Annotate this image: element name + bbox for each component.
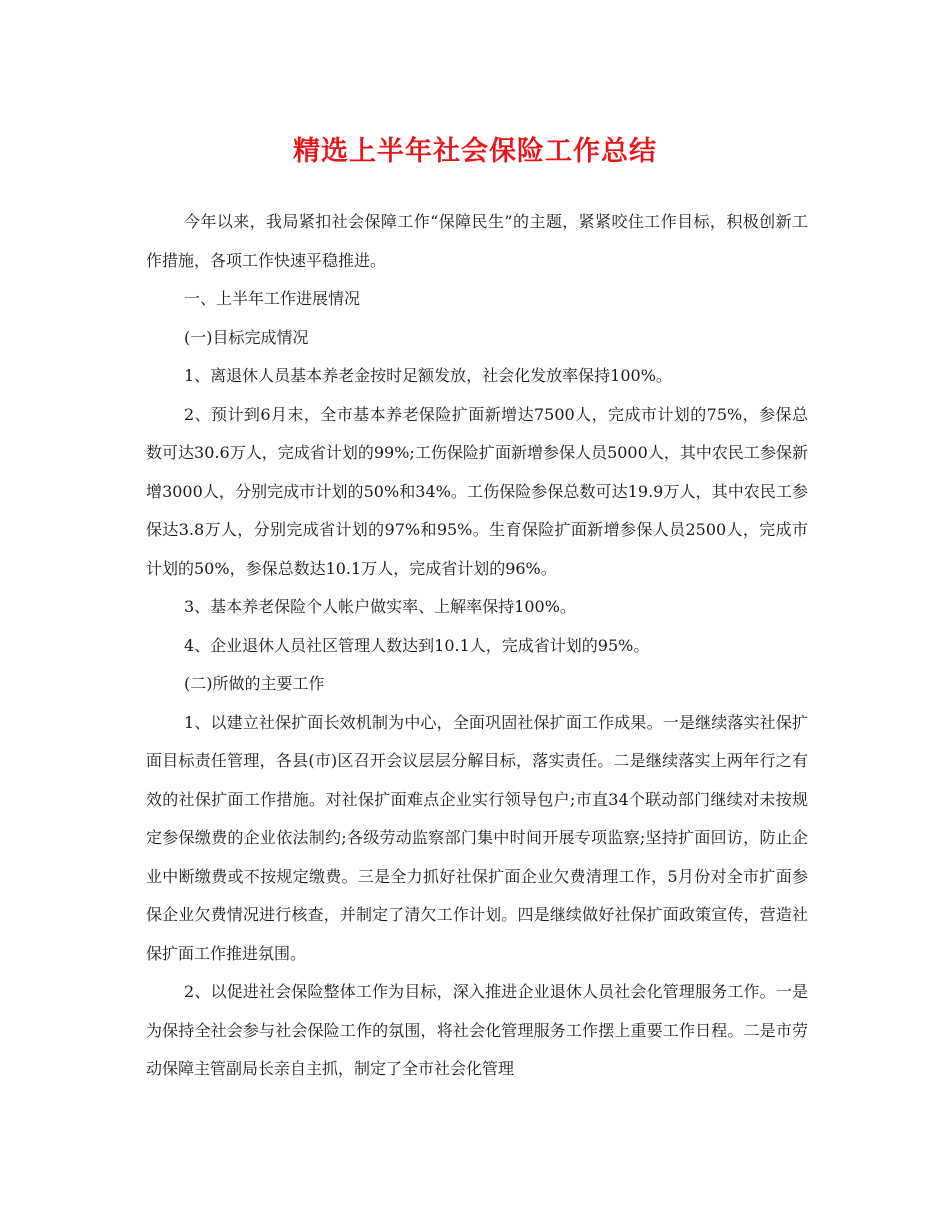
paragraph: 2、以促进社会保险整体工作为目标，深入推进企业退休人员社会化管理服务工作。一是为保持全社会参与社会保险工作的氛围，将社会化管理服务工作摆上重要工作日程。二是市劳动保障主管副局长亲自主抓，制定了全市社会化管理 xyxy=(146,982,808,1078)
subsection-heading: (二)所做的主要工作 xyxy=(184,674,325,693)
document-body xyxy=(146,203,808,1089)
subsection-heading: (一)目标完成情况 xyxy=(184,327,309,347)
paragraph: 4、企业退休人员社区管理人数达到10.1人，完成省计划的95%。 xyxy=(184,635,650,655)
paragraph: 1、以建立社保扩面长效机制为中心，全面巩固社保扩面工作成果。一是继续落实社保扩面目标责任管理，各县(市)区召开会议层层分解目标，落实责任。二是继续落实上两年行之有效的社保扩面工作措施。对社保扩面难点企业实行领导包户;市直34个联动部门继续对未按规定参保缴费的企业依法制约;各级劳动监察部门集中时间开展专项监察;坚持扩面回访，防止企业中断缴费或不按规定缴费。三是全力抓好社保扩面企业欠费清理工作，5月份对全市扩面参保企业欠费情况进行核查，并制定了清欠工作计划。四是继续做好社保扩面政策宣传，营造社保扩面工作推进氛围。 xyxy=(146,712,808,963)
paragraph: 1、离退休人员基本养老金按时足额发放，社会化发放率保持100%。 xyxy=(184,366,672,385)
document-title: 精选上半年社会保险工作总结 xyxy=(293,136,657,167)
section-heading: 一、上半年工作进展情况 xyxy=(184,289,361,308)
paragraph: 3、基本养老保险个人帐户做实率、上解率保持100%。 xyxy=(184,597,576,616)
paragraph: 2、预计到6月末，全市基本养老保险扩面新增达7500人，完成市计划的75%，参保总数可达30.6万人，完成省计划的99%;工伤保险扩面新增参保人员5000人，其中农民工参保新增3000人，分别完成市计划的50%和34%。工伤保险参保总数可达19.9万人，其中农民工参保达3.8万人，分别完成省计划的97%和95%。生育保险扩面新增参保人员2500人，完成市计划的50%，参保总数达10.1万人，完成省计划的96%。 xyxy=(146,404,808,578)
paragraph-intro: 今年以来，我局紧扣社会保障工作“保障民生”的主题，紧紧咬住工作目标，积极创新工作措施，各项工作快速平稳推进。 xyxy=(146,212,808,270)
